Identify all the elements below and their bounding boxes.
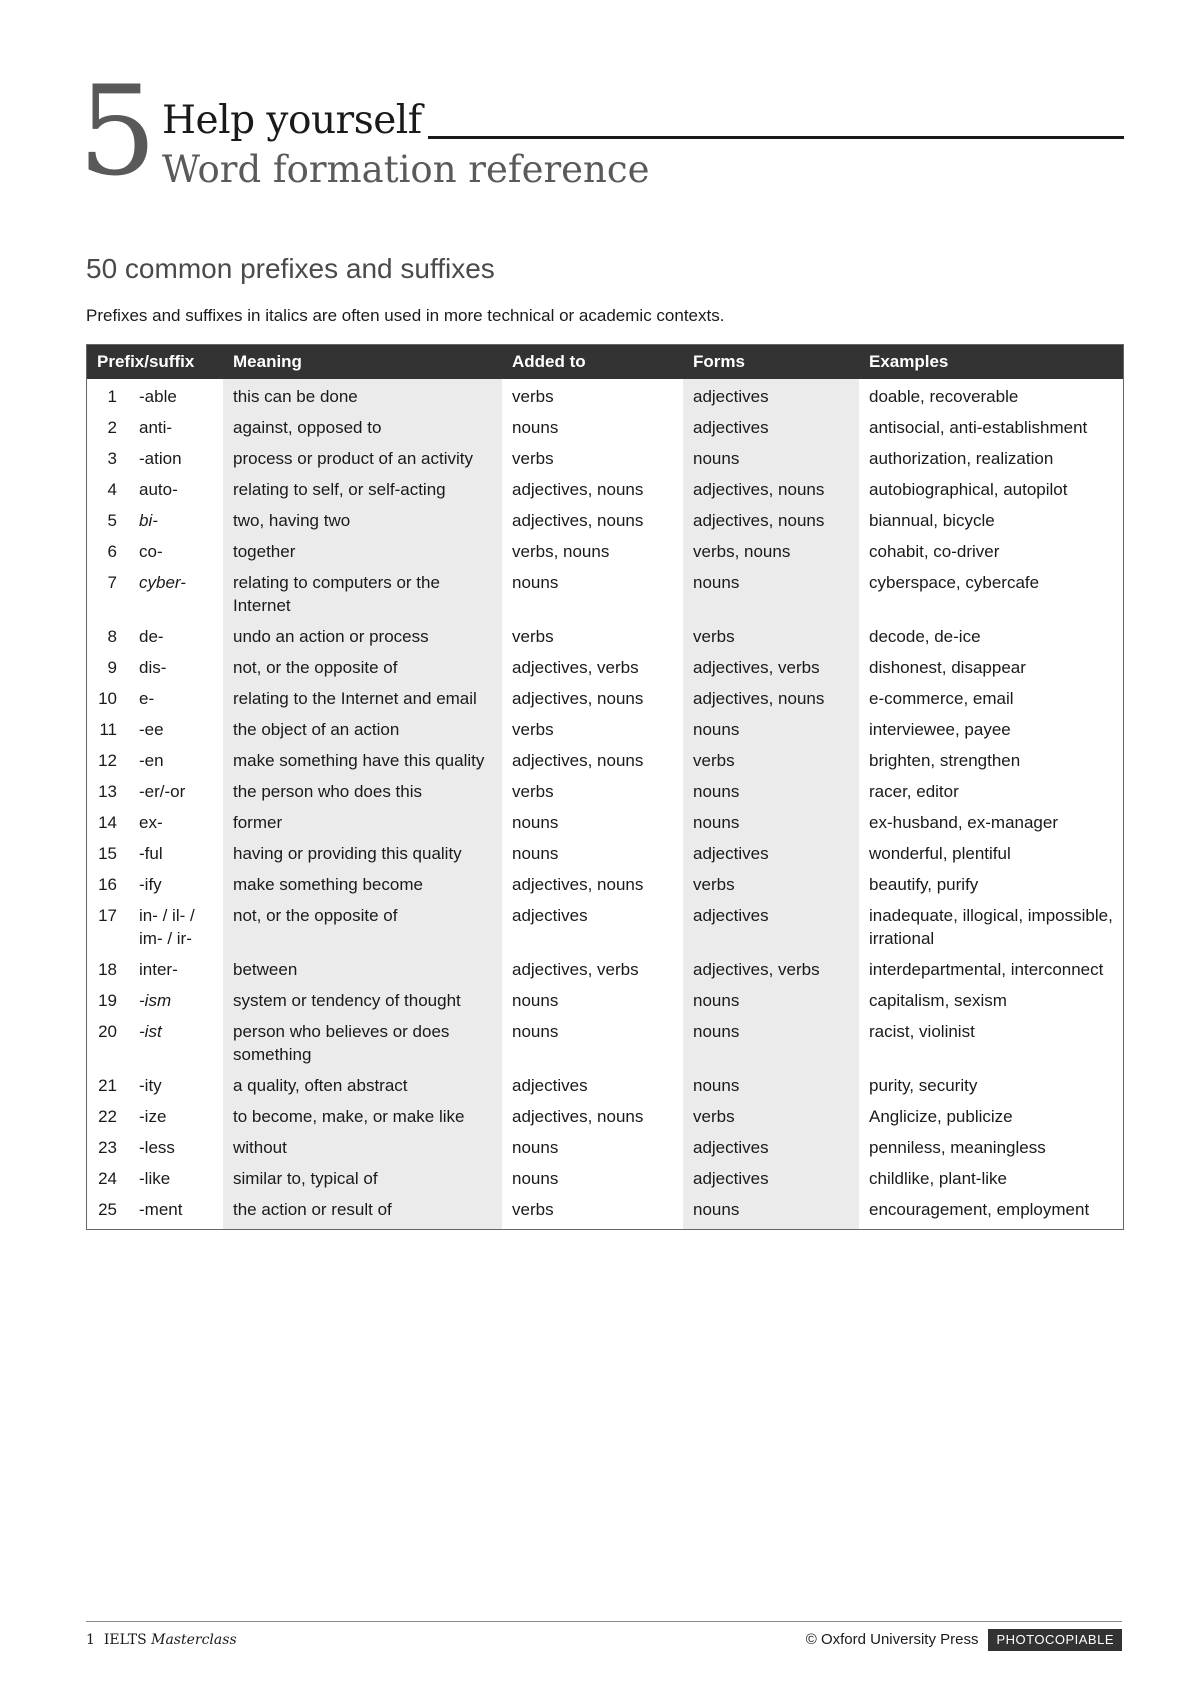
- row-examples: biannual, bicycle: [869, 511, 995, 530]
- table-row: [87, 1163, 1123, 1194]
- table-row: [87, 505, 1123, 536]
- row-examples: purity, security: [869, 1076, 978, 1095]
- row-affix: inter-: [139, 960, 178, 979]
- header-prefix-suffix: Prefix/suffix: [97, 352, 195, 371]
- row-examples: ex-husband, ex-manager: [869, 813, 1059, 832]
- row-affix: -like: [139, 1169, 171, 1188]
- row-meaning: against, opposed to: [223, 412, 502, 443]
- row-examples: wonderful, plentiful: [869, 844, 1011, 863]
- footer-page-number: 1: [86, 1632, 95, 1648]
- table-row: [87, 900, 1123, 954]
- row-added-to: nouns: [512, 813, 559, 832]
- row-examples: interdepartmental, interconnect: [869, 960, 1104, 979]
- row-affix: -ment: [139, 1200, 183, 1219]
- row-added-to: verbs: [512, 627, 554, 646]
- row-added-to: nouns: [512, 1138, 559, 1157]
- table-row: [87, 412, 1123, 443]
- row-meaning: relating to self, or self-acting: [223, 474, 502, 505]
- table-header-row: [87, 345, 1123, 379]
- row-number: 21: [98, 1076, 117, 1095]
- table-row: [87, 1016, 1123, 1070]
- row-forms: adjectives: [683, 379, 859, 412]
- row-affix: -ize: [139, 1107, 167, 1126]
- row-added-to: verbs: [512, 782, 554, 801]
- row-meaning: person who believes or does something: [223, 1016, 502, 1070]
- row-examples: autobiographical, autopilot: [869, 480, 1068, 499]
- row-added-to: adjectives, nouns: [512, 751, 644, 770]
- table-row: [87, 745, 1123, 776]
- row-examples: decode, de-ice: [869, 627, 981, 646]
- row-affix: co-: [139, 542, 163, 561]
- row-added-to: nouns: [512, 1022, 559, 1041]
- row-examples: doable, recoverable: [869, 387, 1019, 406]
- row-added-to: verbs: [512, 1200, 554, 1219]
- row-examples: antisocial, anti-establishment: [869, 418, 1088, 437]
- row-meaning: the person who does this: [223, 776, 502, 807]
- row-examples: brighten, strengthen: [869, 751, 1021, 770]
- row-forms: adjectives: [683, 838, 859, 869]
- row-meaning: the action or result of: [223, 1194, 502, 1229]
- row-forms: adjectives: [683, 1132, 859, 1163]
- row-affix: -en: [139, 751, 164, 770]
- title-rule: [428, 136, 1124, 139]
- row-added-to: verbs: [512, 449, 554, 468]
- table-row: [87, 869, 1123, 900]
- row-examples: authorization, realization: [869, 449, 1054, 468]
- row-affix: -ful: [139, 844, 163, 863]
- row-affix: cyber-: [139, 573, 186, 592]
- row-added-to: adjectives, nouns: [512, 1107, 644, 1126]
- row-number: 3: [107, 449, 117, 468]
- row-number: 4: [107, 480, 117, 499]
- row-added-to: verbs, nouns: [512, 542, 610, 561]
- row-forms: adjectives: [683, 412, 859, 443]
- row-forms: adjectives, verbs: [683, 954, 859, 985]
- row-affix: -ation: [139, 449, 182, 468]
- row-meaning: relating to the Internet and email: [223, 683, 502, 714]
- table-row: [87, 807, 1123, 838]
- table-row: [87, 985, 1123, 1016]
- row-number: 7: [107, 573, 117, 592]
- row-meaning: undo an action or process: [223, 621, 502, 652]
- row-number: 25: [98, 1200, 117, 1219]
- footer-copyright: © Oxford University Press: [805, 1631, 979, 1648]
- row-meaning: the object of an action: [223, 714, 502, 745]
- row-added-to: adjectives, nouns: [512, 875, 644, 894]
- footer-book: [86, 1631, 237, 1649]
- table-row: [87, 1101, 1123, 1132]
- row-number: 1: [107, 387, 117, 406]
- row-forms: adjectives: [683, 900, 859, 954]
- row-affix: -ee: [139, 720, 164, 739]
- row-affix: anti-: [139, 418, 173, 437]
- photocopiable-badge: PHOTOCOPIABLE: [988, 1629, 1122, 1651]
- row-forms: nouns: [683, 1070, 859, 1101]
- row-forms: nouns: [683, 714, 859, 745]
- row-meaning: two, having two: [223, 505, 502, 536]
- row-meaning: make something have this quality: [223, 745, 502, 776]
- row-number: 13: [98, 782, 117, 801]
- row-forms: verbs: [683, 869, 859, 900]
- row-examples: dishonest, disappear: [869, 658, 1026, 677]
- row-meaning: not, or the opposite of: [223, 900, 502, 954]
- row-affix: e-: [139, 689, 155, 708]
- row-forms: adjectives, verbs: [683, 652, 859, 683]
- table-row: [87, 536, 1123, 567]
- row-examples: interviewee, payee: [869, 720, 1011, 739]
- row-number: 22: [98, 1107, 117, 1126]
- row-number: 5: [107, 511, 117, 530]
- table-row: [87, 1132, 1123, 1163]
- header-meaning: Meaning: [233, 352, 302, 371]
- row-affix: -ity: [139, 1076, 162, 1095]
- row-number: 9: [107, 658, 117, 677]
- section-heading: 50 common prefixes and suffixes: [86, 253, 495, 284]
- header-forms: Forms: [693, 352, 745, 371]
- table-row: [87, 954, 1123, 985]
- unit-number: 5: [78, 60, 157, 204]
- row-forms: nouns: [683, 807, 859, 838]
- table-row: [87, 1194, 1123, 1229]
- row-added-to: verbs: [512, 387, 554, 406]
- row-meaning: process or product of an activity: [223, 443, 502, 474]
- row-meaning: similar to, typical of: [223, 1163, 502, 1194]
- footer-copyright-block: [806, 1629, 1122, 1651]
- row-affix: dis-: [139, 658, 167, 677]
- row-added-to: verbs: [512, 720, 554, 739]
- row-meaning: having or providing this quality: [223, 838, 502, 869]
- row-forms: verbs: [683, 745, 859, 776]
- row-meaning: not, or the opposite of: [223, 652, 502, 683]
- row-forms: verbs, nouns: [683, 536, 859, 567]
- table-row: [87, 621, 1123, 652]
- row-meaning: between: [223, 954, 502, 985]
- row-forms: adjectives, nouns: [683, 505, 859, 536]
- row-affix: -ism: [139, 991, 172, 1010]
- row-forms: verbs: [683, 1101, 859, 1132]
- row-added-to: adjectives, nouns: [512, 511, 644, 530]
- table-row: [87, 683, 1123, 714]
- row-added-to: adjectives, nouns: [512, 689, 644, 708]
- row-forms: nouns: [683, 443, 859, 474]
- row-added-to: nouns: [512, 844, 559, 863]
- header-added-to: Added to: [512, 352, 586, 371]
- row-number: 6: [107, 542, 117, 561]
- row-meaning: system or tendency of thought: [223, 985, 502, 1016]
- row-affix: in- / il- / im- / ir-: [139, 906, 195, 948]
- row-added-to: adjectives, verbs: [512, 658, 639, 677]
- row-number: 14: [98, 813, 117, 832]
- row-affix: ex-: [139, 813, 163, 832]
- row-added-to: adjectives, nouns: [512, 480, 644, 499]
- row-number: 15: [98, 844, 117, 863]
- row-affix: -able: [139, 387, 177, 406]
- table-row: [87, 714, 1123, 745]
- row-forms: adjectives, nouns: [683, 683, 859, 714]
- footer-rule: [86, 1621, 1122, 1622]
- footer-book-prefix: IELTS: [103, 1632, 147, 1648]
- row-number: 12: [98, 751, 117, 770]
- row-number: 11: [99, 720, 117, 739]
- header-examples: Examples: [869, 352, 949, 371]
- row-meaning: together: [223, 536, 502, 567]
- table-row: [87, 1070, 1123, 1101]
- row-number: 2: [107, 418, 117, 437]
- row-examples: cyberspace, cybercafe: [869, 573, 1040, 592]
- row-added-to: adjectives, verbs: [512, 960, 639, 979]
- row-examples: childlike, plant-like: [869, 1169, 1007, 1188]
- row-affix: -ist: [139, 1022, 162, 1041]
- row-forms: adjectives, nouns: [683, 474, 859, 505]
- row-examples: e-commerce, email: [869, 689, 1014, 708]
- row-number: 20: [98, 1022, 117, 1041]
- row-added-to: nouns: [512, 573, 559, 592]
- table-row: [87, 652, 1123, 683]
- row-forms: adjectives: [683, 1163, 859, 1194]
- affix-table: [86, 344, 1124, 1230]
- row-forms: nouns: [683, 1016, 859, 1070]
- row-meaning: to become, make, or make like: [223, 1101, 502, 1132]
- row-added-to: nouns: [512, 1169, 559, 1188]
- row-meaning: make something become: [223, 869, 502, 900]
- row-number: 16: [98, 875, 117, 894]
- row-number: 10: [98, 689, 117, 708]
- row-meaning: a quality, often abstract: [223, 1070, 502, 1101]
- table-row: [87, 379, 1123, 412]
- row-affix: auto-: [139, 480, 178, 499]
- row-affix: bi-: [139, 511, 158, 530]
- page-subtitle: Word formation reference: [162, 148, 650, 191]
- row-examples: encouragement, employment: [869, 1200, 1090, 1219]
- section-intro: Prefixes and suffixes in italics are often used in more technical or academic contexts.: [86, 306, 725, 325]
- row-affix: -ify: [139, 875, 162, 894]
- row-examples: racist, violinist: [869, 1022, 975, 1041]
- row-meaning: without: [223, 1132, 502, 1163]
- row-affix: -er/-or: [139, 782, 186, 801]
- row-forms: nouns: [683, 567, 859, 621]
- row-examples: cohabit, co-driver: [869, 542, 1000, 561]
- table-row: [87, 443, 1123, 474]
- row-meaning: former: [223, 807, 502, 838]
- footer-book-title: Masterclass: [151, 1632, 237, 1648]
- row-examples: racer, editor: [869, 782, 959, 801]
- table-row: [87, 776, 1123, 807]
- table-row: [87, 838, 1123, 869]
- table-row: [87, 567, 1123, 621]
- row-examples: penniless, meaningless: [869, 1138, 1046, 1157]
- page-title: Help yourself: [162, 98, 422, 143]
- row-forms: verbs: [683, 621, 859, 652]
- row-number: 18: [98, 960, 117, 979]
- row-added-to: nouns: [512, 418, 559, 437]
- row-affix: -less: [139, 1138, 175, 1157]
- table-row: [87, 474, 1123, 505]
- row-number: 24: [98, 1169, 117, 1188]
- row-forms: nouns: [683, 776, 859, 807]
- row-number: 19: [98, 991, 117, 1010]
- row-examples: beautify, purify: [869, 875, 979, 894]
- row-number: 17: [98, 906, 117, 925]
- row-added-to: adjectives: [512, 906, 588, 925]
- row-examples: capitalism, sexism: [869, 991, 1007, 1010]
- row-added-to: adjectives: [512, 1076, 588, 1095]
- row-examples: Anglicize, publicize: [869, 1107, 1013, 1126]
- row-examples: inadequate, illogical, impossible, irrational: [869, 906, 1113, 948]
- row-number: 8: [107, 627, 117, 646]
- row-meaning: this can be done: [223, 379, 502, 412]
- row-added-to: nouns: [512, 991, 559, 1010]
- row-forms: nouns: [683, 985, 859, 1016]
- row-affix: de-: [139, 627, 164, 646]
- row-meaning: relating to computers or the Internet: [223, 567, 502, 621]
- row-forms: nouns: [683, 1194, 859, 1229]
- row-number: 23: [98, 1138, 117, 1157]
